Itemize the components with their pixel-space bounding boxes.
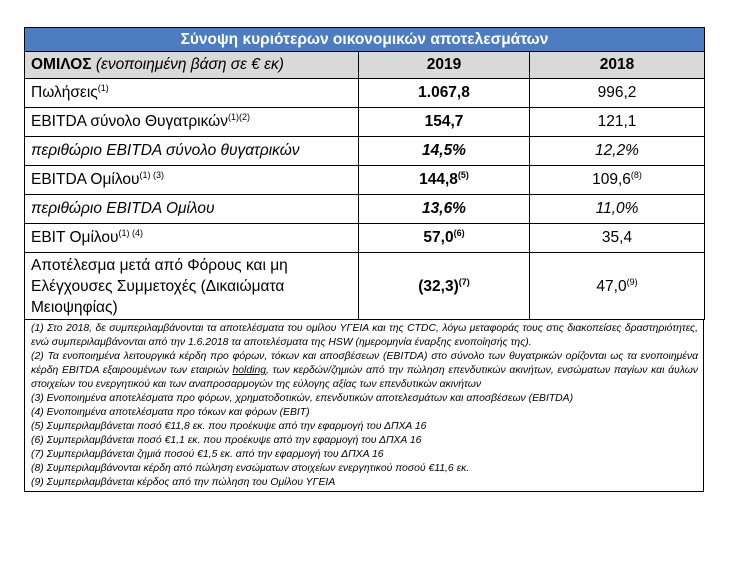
table-row-ebitda-group (25, 166, 705, 195)
table-title-row (25, 28, 705, 52)
row-label: EBITDA σύνολο Θυγατρικών$^{(1)(2)}$ (25, 108, 359, 137)
value-2018: 11,0% (530, 195, 705, 224)
value-2019: 13,6% (359, 195, 530, 224)
table-row-sales (25, 79, 705, 108)
row-label: Αποτέλεσμα μετά από Φόρους και μη Ελέγχουσες Συμμετοχές (Δικαιώματα Μειοψηφίας) (25, 253, 359, 320)
financial-summary-document (24, 27, 704, 492)
header-group-cell (25, 52, 359, 79)
table-row-ebitda-margin-subsidiaries (25, 137, 705, 166)
footnotes-box (24, 320, 704, 492)
footnote-1: (1) Στο 2018, δε συμπεριλαμβάνονται τα αποτελέσματα του ομίλου ΥΓΕΙΑ και της CTDC, λόγω μεταφοράς τους στις διακοπείσες δραστηριότητες, ενώ συμπεριλαμβάνονται από την 1.6.2018 τα αποτελέσματα της HSW (ημερομηνία έναρξης ενοποίησής της). (31, 323, 698, 348)
table-header-row (25, 52, 705, 79)
row-label: EBIT Ομίλου$^{(1) (4)}$ (25, 224, 359, 253)
value-2019: 1.067,8 (359, 79, 530, 108)
footnote-9: (9) Συμπεριλαμβάνεται κέρδος από την πώληση του Ομίλου ΥΓΕΙΑ (31, 477, 336, 488)
footnote-7: (7) Συμπεριλαμβάνεται ζημιά ποσού €1,5 εκ. από την εφαρμογή του ΔΠΧΑ 16 (31, 449, 384, 460)
table-row-ebit-group (25, 224, 705, 253)
value-2018: 121,1 (530, 108, 705, 137)
value-2018: 12,2% (530, 137, 705, 166)
footnote-2: (2) Τα ενοποιημένα λειτουργικά κέρδη προ φόρων, τόκων και αποσβέσεων (EBITDA) στο σύνολο των θυγατρικών ορίζονται ως τα ενοποιημένα κέρδη EBITDA εξαιρουμένων των εταιριών holding, των κερδών/ζημιών από την πώληση επενδυτικών ακινήτων, ενσώματων παγίων και άυλων στοιχείων του ενεργητικού και των αναπροσαρμογών της εύλογης αξίας των επενδυτικών ακινήτων (31, 351, 698, 390)
table-row-ebitda-subsidiaries (25, 108, 705, 137)
value-2018: 47,0$^{(9)}$ (530, 253, 705, 320)
value-2019: 14,5% (359, 137, 530, 166)
financial-results-table (24, 27, 705, 320)
table-title: Σύνοψη κυριότερων οικονομικών αποτελεσμάτων (25, 28, 705, 52)
value-2018: 109,6$^{(8)}$ (530, 166, 705, 195)
table-row-net-result (25, 253, 705, 320)
footnote-4: (4) Ενοποιημένα αποτελέσματα προ τόκων και φόρων (EBIT) (31, 407, 310, 418)
footnote-5: (5) Συμπεριλαμβάνεται ποσό €11,8 εκ. που προέκυψε από την εφαρμογή του ΔΠΧΑ 16 (31, 421, 427, 432)
header-2018: 2018 (530, 52, 705, 79)
value-2018: 996,2 (530, 79, 705, 108)
row-label: Πωλήσεις$^{(1)}$ (25, 79, 359, 108)
value-2018: 35,4 (530, 224, 705, 253)
row-label: περιθώριο EBITDA Ομίλου (25, 195, 359, 224)
table-row-ebitda-margin-group (25, 195, 705, 224)
footnote-3: (3) Ενοποιημένα αποτελέσματα προ φόρων, χρηματοδοτικών, επενδυτικών αποτελεσμάτων και αποσβέσεων (EBITDA) (31, 393, 574, 404)
header-2019: 2019 (359, 52, 530, 79)
row-label: EBITDA Ομίλου$^{(1) (3)}$ (25, 166, 359, 195)
value-2019: $(32,3)^{(7)}$ (359, 253, 530, 320)
header-group-label: ΟΜΙΛΟΣ (31, 56, 92, 73)
value-2019: 144,8$^{(5)}$ (359, 166, 530, 195)
footnote-8: (8) Συμπεριλαμβάνονται κέρδη από πώληση ενσώματων στοιχείων ενεργητικού ποσού €11,6 εκ. (31, 463, 470, 474)
header-basis-label: (ενοποιημένη βάση σε € εκ) (95, 56, 284, 73)
value-2019: 154,7 (359, 108, 530, 137)
footnote-6: (6) Συμπεριλαμβάνεται ποσό €1,1 εκ. που προέκυψε από την εφαρμογή του ΔΠΧΑ 16 (31, 435, 422, 446)
row-label: περιθώριο EBITDA σύνολο θυγατρικών (25, 137, 359, 166)
value-2019: 57,0$^{(6)}$ (359, 224, 530, 253)
